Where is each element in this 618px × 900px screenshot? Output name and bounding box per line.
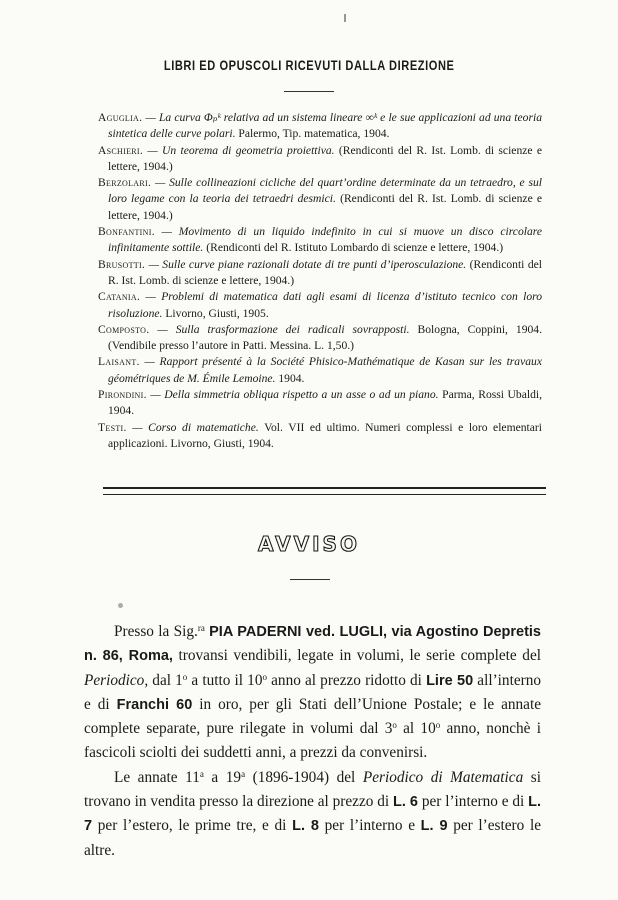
list-item [98, 257, 542, 290]
list-item [98, 322, 542, 355]
text: Presso la Sig. [114, 623, 198, 640]
entry-title: — Sulle curve piane razionali dotate di tre punti d’iperosculazione. [148, 257, 467, 271]
text: si trovano in vendita presso la direzione al prezzo di [84, 768, 541, 811]
entry-author: Catania. [98, 290, 141, 304]
entry-title: — Della simmetria obliqua rispetto a un asse o ad un piano. [150, 388, 439, 402]
notice-body [84, 620, 541, 863]
entry-publication: (Rendiconti del R. Ist. Lomb. di scienze e lettere, 1904.) [108, 143, 542, 173]
list-item [98, 110, 542, 143]
entry-publication: 1904. [278, 371, 305, 385]
list-item [98, 289, 542, 322]
text: all’interno e di [84, 671, 541, 713]
text: per l’estero, le prime tre, e di [92, 817, 293, 835]
price: L. 8 [292, 818, 319, 835]
entry-title: — Movimento di un liquido indefinito in cui si muove un disco circolare infinitamente sottile. [108, 225, 542, 255]
entry-author: Brusotti. [98, 257, 146, 271]
entry-publication: Vol. VII ed ultimo. Numeri complessi e loro elementari applicazioni. Livorno, Giusti, 1904. [108, 420, 542, 450]
text: dal 1 [148, 671, 183, 689]
notice-heading-rule [290, 579, 330, 580]
text: a tutto il 10 [187, 671, 263, 689]
entry-author: Laisant. [98, 355, 140, 369]
superscript: o [182, 671, 188, 682]
page-mark [344, 14, 346, 22]
superscript: ra [197, 623, 205, 633]
text: in oro, per gli Stati dell’Unione Postale; e le annate complete separate, pure rilegate in volumi dal 3 [84, 695, 541, 738]
text: trovansi vendibili, legate in volumi, le serie complete del [172, 647, 541, 665]
text: anno al prezzo ridotto di [266, 671, 427, 689]
entry-title: — La curva Φₚᵏ relativa ad un sistema lineare ∞ᵏ e le sue applicazioni ad una teoria sintetica delle curve polari. [108, 111, 542, 141]
entry-title: — Sulle collineazioni cicliche del quart’ordine determinate da un tetraedro, e sul loro legame con la teoria dei tetraedri desmici. [108, 176, 542, 206]
price: Lire 50 [426, 672, 474, 689]
entry-title: — Sulla trasformazione dei radicali sovrapposti. [157, 322, 410, 336]
superscript: o [392, 720, 397, 731]
entry-title: — Rapport présenté à la Société Phisico-Mathématique de Kasan sur les travaux géométriques de M. Émile Lemoine. [108, 355, 542, 385]
text: per l’interno e di [417, 793, 529, 811]
price: L. 9 [420, 818, 448, 835]
entry-author: Berzolari. [98, 176, 152, 190]
list-item [98, 143, 542, 176]
entry-author: Pirondini. [98, 388, 147, 402]
superscript: a [241, 768, 246, 779]
text: (1896-1904) del [245, 768, 363, 786]
section-divider [103, 487, 546, 495]
superscript: a [199, 768, 204, 779]
section-heading: LIBRI ED OPUSCOLI RICEVUTI DALLA DIREZIONE [163, 58, 455, 73]
notice-paragraph-2 [84, 766, 541, 863]
list-item [98, 175, 542, 224]
entry-title: — Un teorema di geometria proiettiva. [147, 143, 335, 157]
journal-name: Periodico, [84, 671, 149, 689]
text: a 19 [203, 768, 242, 786]
text: anno, nonchè i fascicoli sciolti dei suddetti anni, a prezzi da convenirsi. [84, 720, 541, 762]
entry-title: — Corso di matematiche. [132, 420, 259, 434]
entry-author: Aguglia. [98, 111, 143, 124]
journal-name: Periodico di Matematica [362, 768, 524, 786]
ink-speck [118, 603, 123, 608]
seller-name: PIA PADERNI ved. LUGLI, via Agostino Depretis n. 86, Roma, [84, 624, 541, 665]
entry-publication: (Rendiconti del R. Istituto Lombardo di scienze e lettere, 1904.) [206, 241, 504, 255]
list-item [98, 420, 542, 453]
entry-author: Testi. [98, 420, 127, 434]
entry-publication: (Rendiconti del R. Ist. Lomb. di scienze e lettere, 1904.) [108, 257, 542, 287]
entry-publication: Livorno, Giusti, 1905. [165, 306, 269, 320]
price: Franchi 60 [116, 696, 193, 713]
entry-author: Composto. [98, 322, 150, 336]
list-item [98, 354, 542, 387]
entry-title: — Problemi di matematica dati agli esami di licenza d’istituto tecnico con loro risoluzione. [108, 290, 543, 320]
text: per l’estero le altre. [84, 817, 541, 859]
text: al 10 [396, 720, 436, 738]
received-books-list [98, 110, 542, 452]
list-item [98, 224, 542, 257]
entry-publication: Bologna, Coppini, 1904. (Vendibile presso l’autore in Patti. Messina. L. 1,50.) [108, 322, 542, 353]
entry-author: Bonfantini. [98, 225, 155, 239]
price: L. 7 [84, 794, 541, 835]
superscript: o [262, 671, 267, 682]
list-item [98, 387, 542, 420]
text: per l’interno e [318, 817, 421, 835]
entry-publication: Parma, Rossi Ubaldi, 1904. [108, 388, 543, 418]
price: L. 6 [392, 794, 418, 811]
notice-heading: AVVISO [258, 532, 360, 556]
entry-publication: (Rendiconti del R. Ist. Lomb. di scienze e lettere, 1904.) [108, 192, 543, 222]
entry-author: Aschieri. [98, 143, 144, 157]
heading-rule [284, 91, 334, 92]
text: Le annate 11 [114, 768, 200, 786]
entry-publication: Palermo, Tip. matematica, 1904. [238, 127, 390, 141]
superscript: o [435, 720, 441, 731]
notice-paragraph-1 [84, 620, 541, 766]
